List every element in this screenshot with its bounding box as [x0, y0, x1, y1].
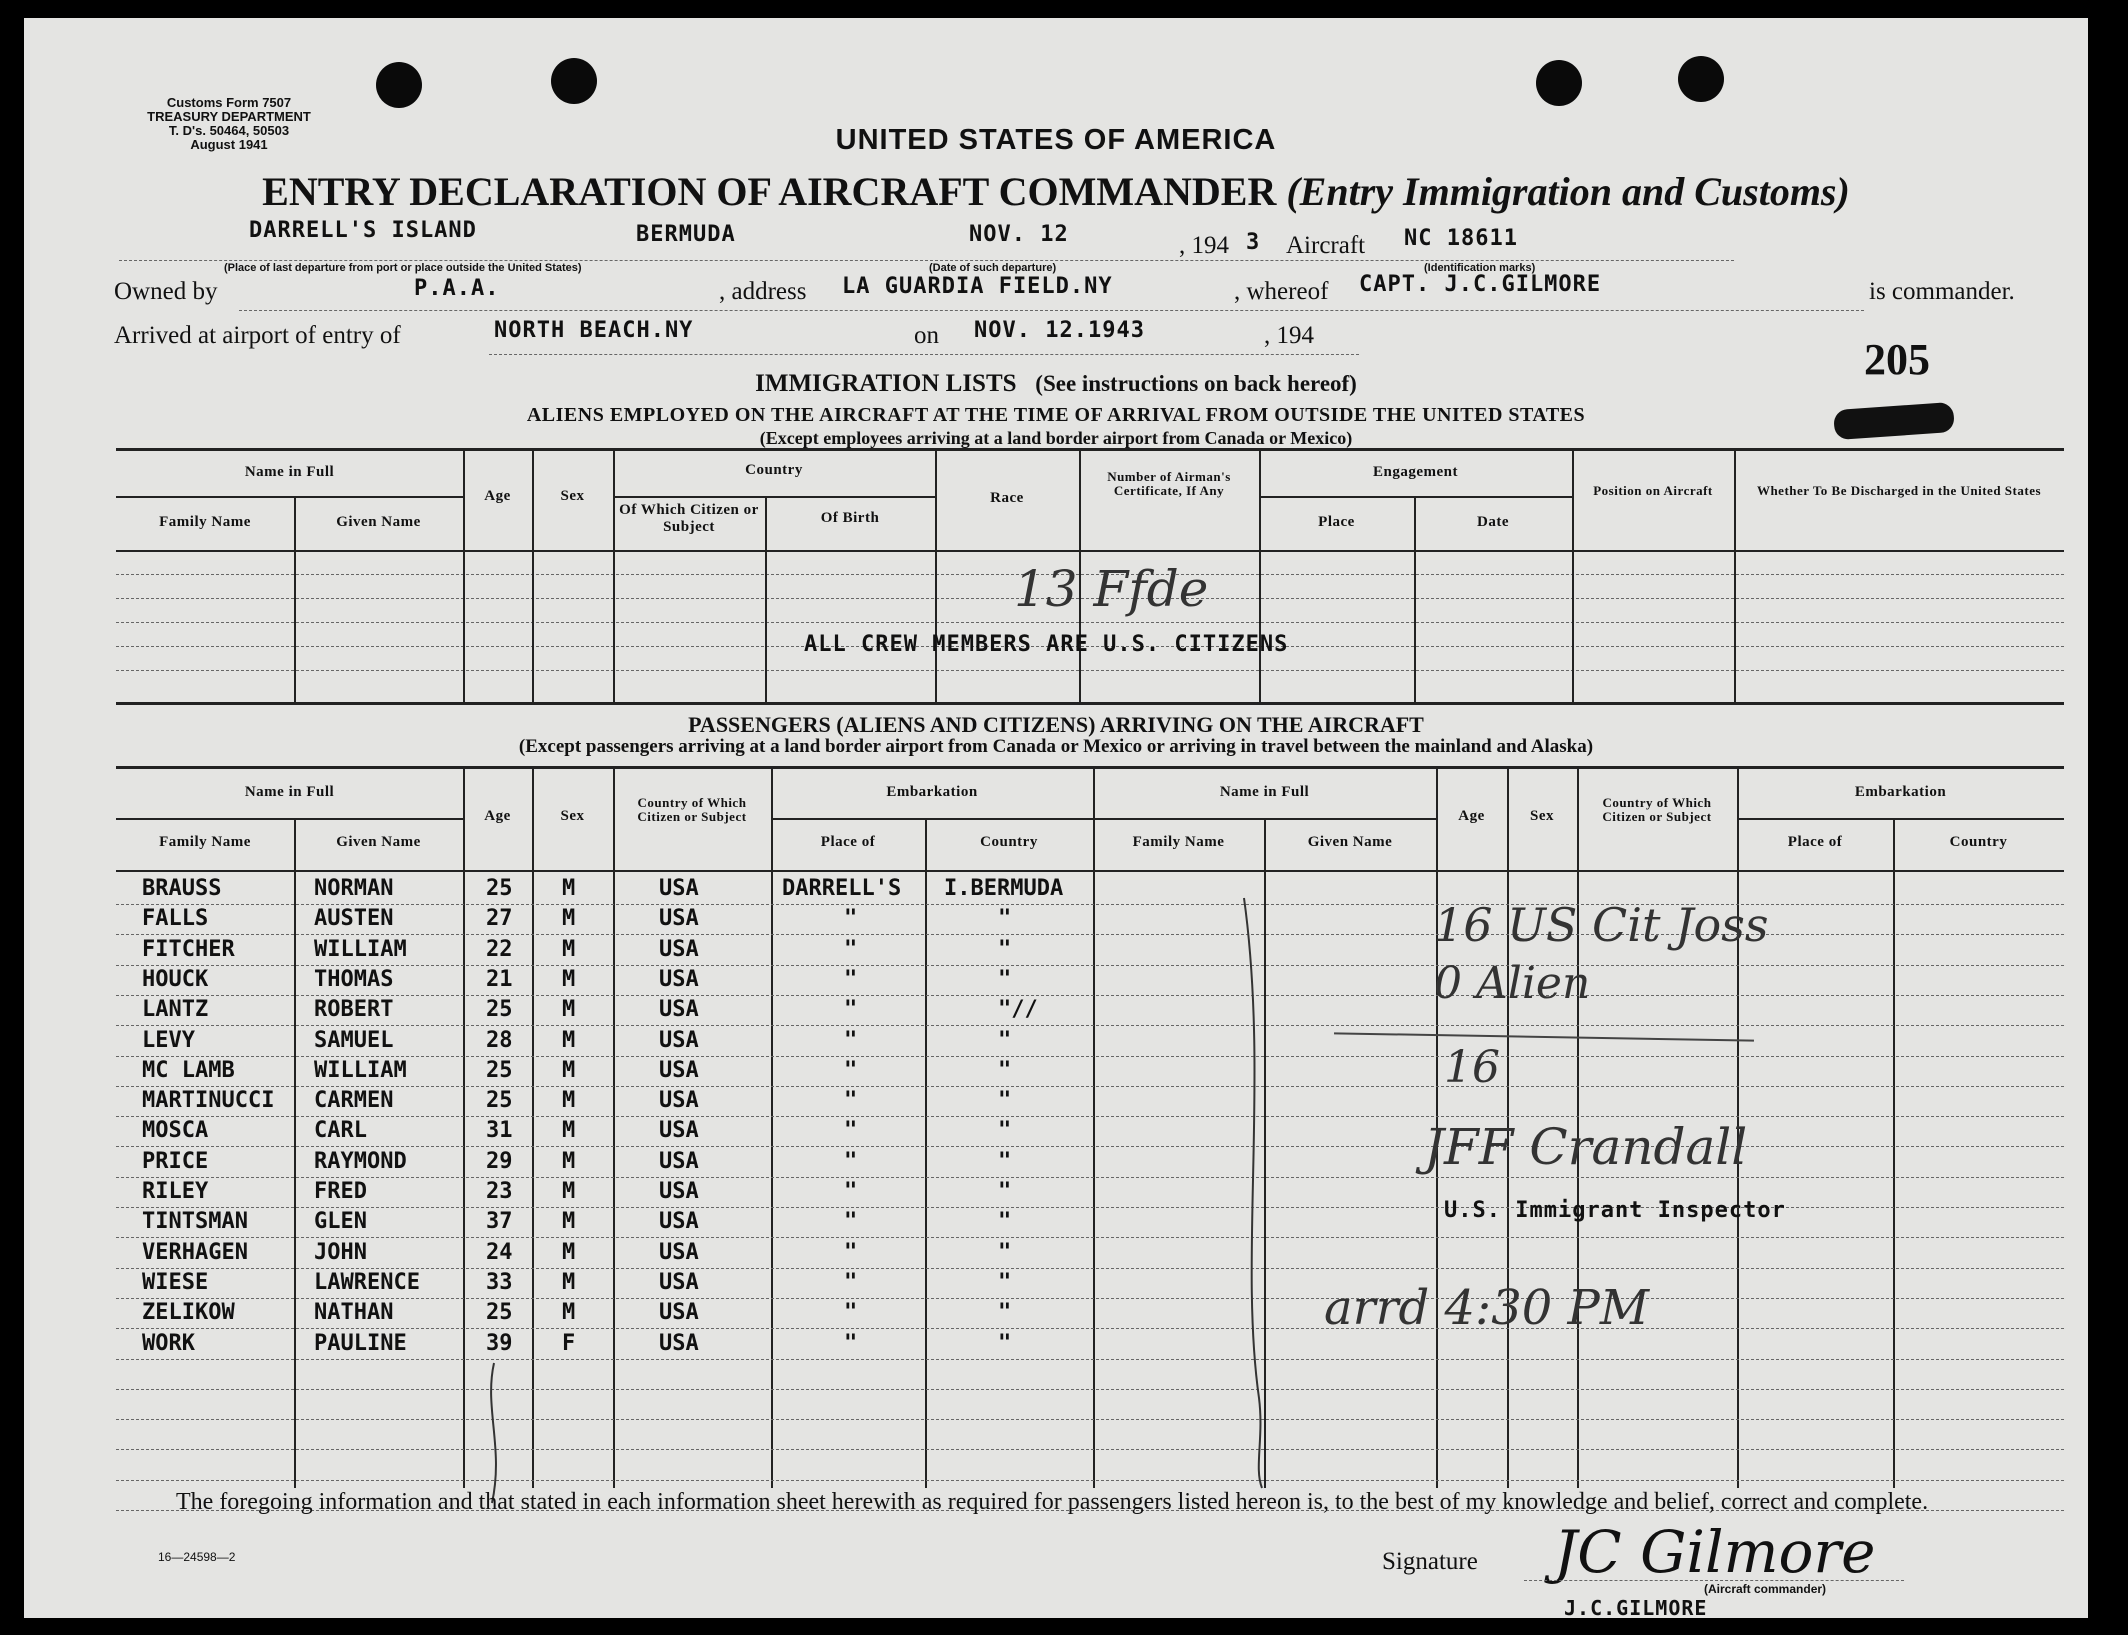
aircraft-id: NC 18611: [1404, 226, 1518, 251]
embark-place-cell: ": [844, 1057, 858, 1083]
family-name-cell: MC LAMB: [142, 1057, 235, 1083]
embark-place-cell: ": [844, 1269, 858, 1295]
sex-cell: M: [562, 876, 576, 901]
embark-place-cell: ": [844, 936, 858, 962]
col-header-age: Age: [484, 488, 511, 504]
col-header-citizen: Of Which Citizen or Subject: [619, 502, 759, 535]
punch-hole: [1678, 56, 1724, 102]
departure-date: NOV. 12: [969, 222, 1069, 247]
given-name-cell: GLEN: [314, 1209, 367, 1235]
col-header-cert: Number of Airman's Certificate, If Any: [1107, 469, 1231, 499]
given-name-cell: FRED: [314, 1179, 367, 1204]
embark-country-cell: ": [998, 1118, 1012, 1144]
citizen-cell: USA: [659, 1300, 699, 1326]
punch-hole: [551, 58, 597, 104]
sex-cell: M: [562, 1148, 576, 1174]
embark-place-cell: ": [844, 1330, 858, 1356]
embark-country-cell: ": [998, 1057, 1012, 1083]
signature-label: Signature: [1382, 1548, 1478, 1575]
col-header-race: Race: [990, 490, 1024, 506]
airport: NORTH BEACH.NY: [494, 318, 694, 343]
embark-place-cell: ": [844, 1239, 858, 1265]
col-header-name: Name in Full: [244, 464, 335, 480]
age-cell: 33: [486, 1269, 513, 1295]
p-header-given-2: Given Name: [1307, 834, 1393, 850]
sex-cell: M: [562, 966, 576, 992]
col-header-date: Date: [1477, 514, 1509, 530]
given-name-cell: WILLIAM: [314, 1057, 407, 1083]
arrival-date: NOV. 12.1943: [974, 318, 1145, 343]
year-printed: , 194: [1179, 232, 1229, 259]
citizen-cell: USA: [659, 997, 699, 1023]
place-country: BERMUDA: [636, 222, 736, 247]
family-name-cell: LANTZ: [142, 997, 209, 1023]
citizen-cell: USA: [659, 1088, 699, 1114]
embark-country-cell: ": [998, 1148, 1012, 1174]
form-id-line: TREASURY DEPARTMENT: [147, 109, 311, 124]
citizen-cell: USA: [659, 1330, 699, 1356]
citizen-cell: USA: [659, 1118, 699, 1144]
form-id-line: T. D's. 50464, 50503: [168, 123, 290, 138]
year-typed: 3: [1246, 230, 1261, 255]
family-name-cell: WIESE: [142, 1269, 209, 1295]
col-header-sex: Sex: [560, 488, 585, 504]
punch-hole: [376, 62, 422, 108]
age-cell: 25: [486, 997, 513, 1023]
col-header-birth: Of Birth: [820, 510, 880, 526]
citizen-cell: USA: [659, 1179, 699, 1204]
sex-cell: M: [562, 936, 576, 962]
citizen-cell: USA: [659, 1239, 699, 1265]
p-header-age-2: Age: [1458, 808, 1485, 824]
age-cell: 25: [486, 1088, 513, 1114]
embark-country-cell: I.BERMUDA: [944, 876, 1064, 901]
embark-country-cell: ": [998, 1209, 1012, 1235]
form-id-line: Customs Form 7507: [166, 95, 292, 110]
crew-note: ALL CREW MEMBERS ARE U.S. CITIZENS: [804, 632, 1289, 657]
col-header-place: Place: [1318, 514, 1355, 530]
age-cell: 28: [486, 1027, 513, 1053]
form-number: 16—24598—2: [158, 1550, 236, 1564]
embark-place-cell: ": [844, 966, 858, 992]
embark-country-cell: ": [998, 936, 1012, 962]
col-header-family: Family Name: [159, 514, 251, 530]
family-name-cell: PRICE: [142, 1148, 209, 1174]
p-header-given: Given Name: [336, 834, 421, 850]
col-header-country: Country: [745, 462, 803, 478]
sex-cell: M: [562, 1057, 576, 1083]
citizen-cell: USA: [659, 1027, 699, 1053]
p-header-citizen: Country of Which Citizen or Subject: [637, 795, 747, 825]
given-name-cell: JOHN: [314, 1239, 367, 1265]
p-header-embarkation-2: Embarkation: [1854, 784, 1947, 800]
sex-cell: M: [562, 1027, 576, 1053]
family-name-cell: WORK: [142, 1330, 195, 1356]
sex-cell: M: [562, 1118, 576, 1144]
family-name-cell: HOUCK: [142, 966, 209, 992]
p-header-name-2: Name in Full: [1219, 784, 1310, 800]
family-name-cell: RILEY: [142, 1179, 209, 1204]
stamp-number: 205: [1864, 335, 1930, 384]
family-name-cell: MOSCA: [142, 1118, 209, 1144]
document-page: [24, 18, 2088, 1618]
address: LA GUARDIA FIELD.NY: [842, 274, 1113, 299]
aircraft-caption: (Identification marks): [1424, 262, 1536, 274]
p-header-family-2: Family Name: [1132, 834, 1225, 850]
family-name-cell: TINTSMAN: [142, 1209, 248, 1235]
immigration-subtitle2: (Except employees arriving at a land border airport from Canada or Mexico): [759, 428, 1353, 448]
immigration-instructions: (See instructions on back hereof): [1035, 371, 1357, 396]
inspector-title: U.S. Immigrant Inspector: [1444, 1198, 1786, 1223]
p-header-age: Age: [484, 808, 511, 824]
on-label: on: [914, 322, 939, 349]
citizen-cell: USA: [659, 1148, 699, 1174]
form-id-line: August 1941: [190, 137, 268, 152]
p-header-sex: Sex: [560, 808, 585, 824]
citizen-cell: USA: [659, 1269, 699, 1295]
hand-note-total: 16: [1444, 1042, 1500, 1093]
embark-place-cell: ": [844, 1027, 858, 1053]
owned-by: P.A.A.: [414, 276, 500, 301]
citizen-cell: USA: [659, 876, 699, 901]
age-cell: 25: [486, 1057, 513, 1083]
sex-cell: M: [562, 1269, 576, 1295]
inspector-signature: JFF Crandall: [1424, 1118, 1748, 1176]
family-name-cell: LEVY: [142, 1027, 195, 1053]
embark-country-cell: ": [998, 1179, 1012, 1204]
col-header-given: Given Name: [336, 514, 421, 530]
date-caption: (Date of such departure): [929, 262, 1057, 274]
family-name-cell: FITCHER: [142, 936, 235, 962]
given-name-cell: CARMEN: [314, 1088, 394, 1114]
main-title-sub: (Entry Immigration and Customs): [1286, 169, 1850, 214]
embark-country-cell: ": [998, 966, 1012, 992]
main-title: [24, 168, 2088, 215]
sex-cell: M: [562, 1209, 576, 1235]
given-name-cell: PAULINE: [314, 1330, 407, 1356]
aircraft-label: Aircraft: [1286, 232, 1366, 259]
hand-note-aliens: 0 Alien: [1434, 958, 1591, 1009]
given-name-cell: SAMUEL: [314, 1027, 394, 1053]
family-name-cell: BRAUSS: [142, 876, 222, 901]
sex-cell: M: [562, 1088, 576, 1114]
arrived-label: Arrived at airport of entry of: [114, 322, 401, 349]
age-cell: 24: [486, 1239, 513, 1265]
hand-rule: [1334, 1032, 1754, 1041]
embark-place-cell: ": [844, 1118, 858, 1144]
citizen-cell: USA: [659, 1057, 699, 1083]
sex-cell: F: [562, 1330, 576, 1356]
embark-country-cell: ": [998, 1300, 1012, 1326]
signature-caption: (Aircraft commander): [1704, 1582, 1827, 1596]
address-label: , address: [719, 278, 807, 305]
given-name-cell: RAYMOND: [314, 1148, 407, 1174]
col-header-position: Position on Aircraft: [1593, 483, 1713, 498]
place-of-departure: DARRELL'S ISLAND: [249, 218, 477, 243]
sex-cell: M: [562, 1239, 576, 1265]
sex-cell: M: [562, 1300, 576, 1326]
given-name-cell: AUSTEN: [314, 906, 394, 932]
given-name-cell: NORMAN: [314, 876, 394, 901]
embark-place-cell: ": [844, 1148, 858, 1174]
whereof-label: , whereof: [1234, 278, 1329, 305]
immigration-subtitle: ALIENS EMPLOYED ON THE AIRCRAFT AT THE TIME OF ARRIVAL FROM OUTSIDE THE UNITED STATES: [526, 404, 1586, 426]
embark-country-cell: ": [998, 1239, 1012, 1265]
age-cell: 37: [486, 1209, 513, 1235]
col-header-discharged: Whether To Be Discharged in the United States: [1756, 483, 2042, 498]
main-title-text: ENTRY DECLARATION OF AIRCRAFT COMMANDER: [262, 169, 1277, 214]
embark-country-cell: ": [998, 1088, 1012, 1114]
commander-signature: JC Gilmore: [1554, 1518, 1876, 1586]
sex-cell: M: [562, 906, 576, 932]
age-cell: 31: [486, 1118, 513, 1144]
p-header-citizen-2: Country of Which Citizen or Subject: [1602, 795, 1712, 825]
age-cell: 27: [486, 906, 513, 932]
sex-cell: M: [562, 997, 576, 1023]
p-header-place: Place of: [820, 834, 876, 850]
punch-hole: [1536, 60, 1582, 106]
embark-place-cell: ": [844, 1209, 858, 1235]
embark-country-cell: ": [998, 1269, 1012, 1295]
p-header-place-2: Place of: [1787, 834, 1843, 850]
hand-stroke: [1224, 878, 1294, 1498]
age-cell: 25: [486, 1300, 513, 1326]
family-name-cell: VERHAGEN: [142, 1239, 248, 1265]
embark-country-cell: ": [998, 1330, 1012, 1356]
age-cell: 23: [486, 1179, 513, 1204]
embark-country-cell: ": [998, 906, 1012, 932]
p-header-embarkation: Embarkation: [886, 784, 978, 800]
p-header-family: Family Name: [159, 834, 251, 850]
hand-stroke: [474, 1358, 514, 1508]
age-cell: 22: [486, 936, 513, 962]
signer-name: J.C.GILMORE: [1564, 1596, 1708, 1620]
given-name-cell: ROBERT: [314, 997, 394, 1023]
sex-cell: M: [562, 1179, 576, 1204]
embark-place-cell: ": [844, 906, 858, 932]
embark-place-cell: ": [844, 1179, 858, 1204]
age-cell: 39: [486, 1330, 513, 1356]
immigration-heading: [24, 370, 2088, 398]
family-name-cell: FALLS: [142, 906, 209, 932]
age-cell: 25: [486, 876, 513, 901]
hand-note-citizens: 16 US Cit Joss: [1434, 898, 1769, 952]
family-name-cell: ZELIKOW: [142, 1300, 235, 1326]
p-header-sex-2: Sex: [1530, 808, 1554, 824]
arrival-year-printed: , 194: [1264, 322, 1314, 349]
immigration-title: IMMIGRATION LISTS: [755, 370, 1017, 397]
p-header-country: Country: [980, 834, 1038, 850]
embark-place-cell: ": [844, 1088, 858, 1114]
given-name-cell: LAWRENCE: [314, 1269, 420, 1295]
passengers-subtitle: (Except passengers arriving at a land border airport from Canada or Mexico or arriving in travel between the mainland and Alaska): [518, 736, 1594, 757]
owned-by-label: Owned by: [114, 278, 218, 305]
passengers-title: PASSENGERS (ALIENS AND CITIZENS) ARRIVING ON THE AIRCRAFT: [688, 712, 1424, 737]
given-name-cell: THOMAS: [314, 966, 394, 992]
citizen-cell: USA: [659, 906, 699, 932]
citizen-cell: USA: [659, 966, 699, 992]
p-header-country-2: Country: [1949, 834, 2008, 850]
commander: CAPT. J.C.GILMORE: [1359, 272, 1602, 297]
citizen-cell: USA: [659, 1209, 699, 1235]
place-caption: (Place of last departure from port or place outside the United States): [224, 262, 582, 274]
embark-place-cell: ": [844, 997, 858, 1023]
arrival-time-note: arrd 4:30 PM: [1324, 1280, 1649, 1336]
embark-place-cell: DARRELL'S: [782, 876, 902, 901]
country-title: UNITED STATES OF AMERICA: [835, 124, 1277, 156]
family-name-cell: MARTINUCCI: [142, 1088, 275, 1114]
age-cell: 29: [486, 1148, 513, 1174]
p-header-name: Name in Full: [244, 784, 335, 800]
handwritten-crew-note: 13 Ffde: [1014, 560, 1209, 618]
given-name-cell: NATHAN: [314, 1300, 394, 1326]
footer-statement: The foregoing information and that stated in each information sheet herewith as required for passengers listed hereon is, to the best of my knowledge and belief, correct and complete.: [176, 1489, 1929, 1515]
commander-suffix: is commander.: [1869, 278, 2015, 305]
embark-place-cell: ": [844, 1300, 858, 1326]
col-header-engagement: Engagement: [1373, 464, 1458, 480]
given-name-cell: WILLIAM: [314, 936, 407, 962]
embark-country-cell: "//: [998, 997, 1038, 1023]
citizen-cell: USA: [659, 936, 699, 962]
embark-country-cell: ": [998, 1027, 1012, 1053]
given-name-cell: CARL: [314, 1118, 367, 1144]
age-cell: 21: [486, 966, 513, 992]
